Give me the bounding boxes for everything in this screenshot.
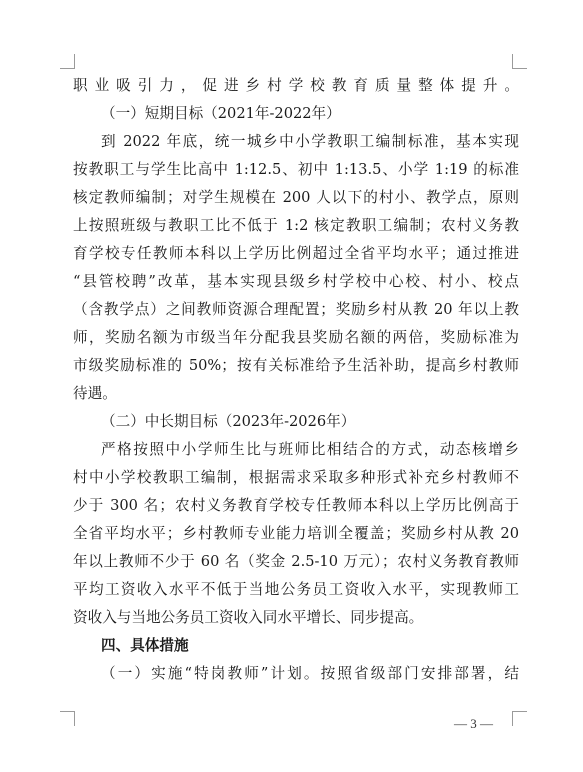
body-line: 核定教师编制；对学生规模在 200 人以下的村小、教学点，原则: [73, 189, 519, 206]
body-line: 平均工资收入水平不低于当地公务员工资收入水平，实现教师工: [73, 581, 519, 598]
body-line: 按教职工与学生比高中 1:12.5、初中 1:13.5、小学 1:19 的标准: [73, 161, 519, 178]
body-line: 上按照班级与教职工比不低于 1:2 核定教职工编制；农村义务教: [73, 217, 519, 234]
body-line: （一）实施“特岗教师”计划。按照省级部门安排部署，结: [101, 665, 519, 682]
crop-mark-top-right: [512, 54, 527, 69]
crop-mark-bottom-left: [60, 711, 75, 726]
body-line: “县管校聘”改革，基本实现县级乡村学校中心校、村小、校点: [73, 273, 519, 290]
section-heading-short-term: （一）短期目标（2021年-2022年）: [101, 105, 341, 122]
crop-mark-bottom-right: [512, 711, 527, 726]
body-line: 年以上教师不少于 60 名（奖金 2.5-10 万元）；农村义务教育教师: [73, 553, 519, 570]
section-heading-mid-long-term: （二）中长期目标（2023年-2026年）: [101, 413, 356, 430]
section-heading-measures: 四、具体措施: [101, 637, 189, 654]
body-line: 到 2022 年底，统一城乡中小学教职工编制标准，基本实现: [101, 133, 519, 150]
body-line: 职业吸引力，促进乡村学校教育质量整体提升。: [73, 77, 519, 94]
body-line: 待遇。: [73, 385, 117, 402]
body-line: 育学校专任教师本科以上学历比例超过全省平均水平；通过推进: [73, 245, 519, 262]
body-line: （含教学点）之间教师资源合理配置；奖励乡村从教 20 年以上教: [73, 301, 519, 318]
body-line: 少于 300 名；农村义务教育学校专任教师本科以上学历比例高于: [73, 497, 519, 514]
body-line: 师，奖励名额为市级当年分配我县奖励名额的两倍，奖励标准为: [73, 329, 519, 346]
body-line: 全省平均水平；乡村教师专业能力培训全覆盖；奖励乡村从教 20: [73, 525, 519, 542]
body-line: 严格按照中小学师生比与班师比相结合的方式，动态核增乡: [101, 441, 519, 458]
body-line: 市级奖励标准的 50%；按有关标准给予生活补助，提高乡村教师: [73, 357, 519, 374]
body-line: 村中小学校教职工编制，根据需求采取多种形式补充乡村教师不: [73, 469, 519, 486]
crop-mark-top-left: [60, 54, 75, 69]
body-line: 资收入与当地公务员工资收入同水平增长、同步提高。: [73, 609, 424, 626]
page-number: — 3 —: [454, 716, 493, 731]
